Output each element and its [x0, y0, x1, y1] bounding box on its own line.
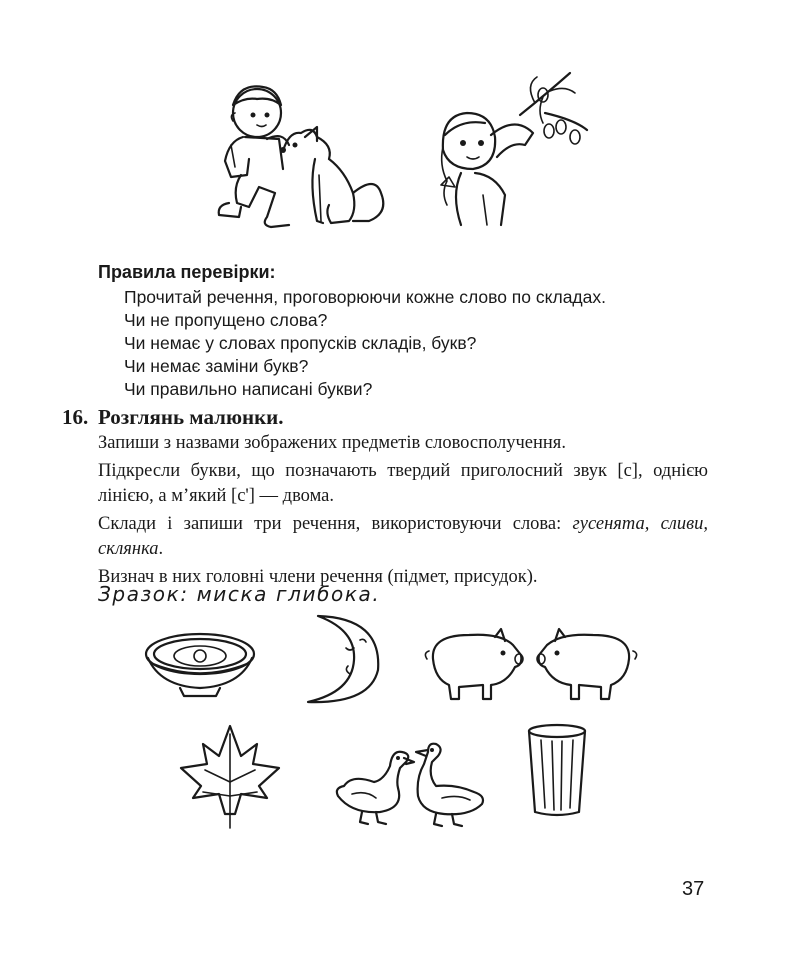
- instruction-line: [98, 512, 708, 562]
- instruction-text: .: [158, 539, 164, 559]
- instruction-line: Визнач в них головні члени речення (підмет, присудок).: [98, 567, 538, 587]
- page-number: 37: [682, 878, 705, 900]
- rule-item: Чи немає у словах пропусків складів, букв?: [124, 333, 477, 353]
- exercise-number: 16.: [62, 405, 89, 429]
- crescent-moon-picture: [290, 612, 390, 708]
- maple-leaf-picture: [175, 722, 285, 832]
- glass-picture: [525, 722, 590, 822]
- rules-title: Правила перевірки:: [98, 262, 276, 282]
- bowl-picture: [140, 628, 260, 698]
- sample-answer: Зразок: миска глибока.: [98, 582, 381, 606]
- instruction-line: Запиши з назвами зображених предметів словосполучення.: [98, 433, 566, 453]
- exercise-title: Розглянь малюнки.: [98, 405, 284, 429]
- piglets-picture: [425, 625, 640, 705]
- keywords: гусенята, сливи, склянка: [98, 514, 709, 559]
- instruction-text: Склади і запиши три речення, використовуючи слова:: [98, 514, 562, 534]
- rule-item: Чи правильно написані букви?: [124, 379, 373, 399]
- rule-item: Чи не пропущено слова?: [124, 310, 328, 330]
- rule-item: Прочитай речення, проговорюючи кожне слово по складах.: [124, 287, 606, 307]
- boy-with-dog-illustration: [205, 75, 405, 240]
- exercise-instructions: [98, 431, 708, 593]
- rule-item: Чи немає заміни букв?: [124, 356, 309, 376]
- rules-list: [124, 286, 606, 401]
- instruction-line: Підкресли букви, що позначають твердий приголосний звук [с], однією лінією, а м’який [с'] — двома.: [98, 461, 708, 506]
- ducklings-picture: [332, 740, 512, 830]
- girl-picking-plums-illustration: [425, 65, 600, 240]
